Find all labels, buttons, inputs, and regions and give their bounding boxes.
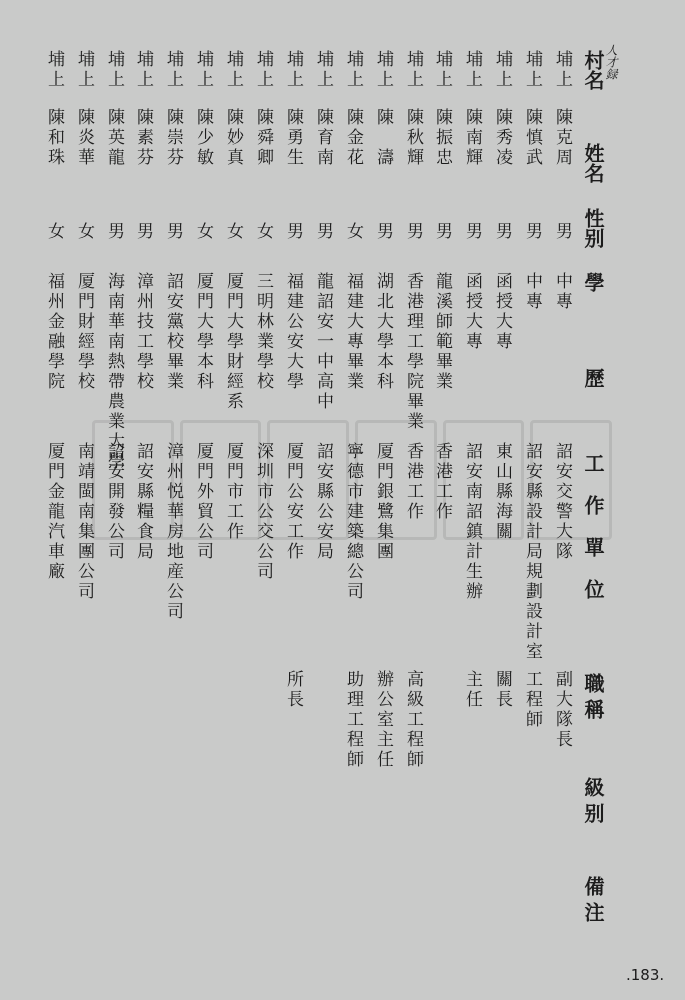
cell-title: 助理工程師 [343, 670, 363, 770]
cell-village: 埔上 [223, 50, 243, 90]
cell-education: 詔安黨校畢業 [163, 272, 183, 392]
cell-education: 福州金融學院 [44, 272, 64, 392]
cell-name: 陳育南 [313, 108, 333, 168]
cell-village: 埔上 [403, 50, 423, 90]
cell-village: 埔上 [432, 50, 452, 90]
cell-name: 陳英龍 [104, 108, 124, 168]
cell-name: 陳秋輝 [403, 108, 423, 168]
cell-name: 陳少敏 [193, 108, 213, 168]
cell-education: 香港理工學院畢業 [403, 272, 423, 432]
cell-workplace: 詔安交警大隊 [552, 442, 572, 562]
header-village: 村名 [581, 50, 605, 90]
cell-workplace: 漳州悦華房地産公司 [163, 442, 183, 622]
cell-name: 陳勇生 [283, 108, 303, 168]
cell-name: 陳振忠 [432, 108, 452, 168]
header-rank: 級别 [581, 777, 605, 829]
cell-education: 龍溪師範畢業 [432, 272, 452, 392]
cell-education: 福建大專畢業 [343, 272, 363, 392]
cell-workplace: 詔安縣糧食局 [133, 442, 153, 562]
cell-workplace: 厦門金龍汽車廠 [44, 442, 64, 582]
cell-education: 厦門大學本科 [193, 272, 213, 392]
cell-sex: 女 [193, 222, 213, 242]
cell-village: 埔上 [313, 50, 333, 90]
cell-village: 埔上 [522, 50, 542, 90]
cell-education: 厦門財經學校 [74, 272, 94, 392]
cell-village: 埔上 [492, 50, 512, 90]
cell-name: 陳妙真 [223, 108, 243, 168]
cell-sex: 男 [403, 222, 423, 242]
corner-label: 人才録 [604, 44, 618, 80]
cell-village: 埔上 [163, 50, 183, 90]
cell-sex: 男 [432, 222, 452, 242]
cell-sex: 男 [492, 222, 512, 242]
header-education: 學 歷 [581, 272, 605, 416]
cell-village: 埔上 [373, 50, 393, 90]
cell-name: 陳炎華 [74, 108, 94, 168]
cell-village: 埔上 [253, 50, 273, 90]
cell-village: 埔上 [104, 50, 124, 90]
cell-village: 埔上 [74, 50, 94, 90]
cell-sex: 女 [74, 222, 94, 242]
cell-workplace: 厦門市工作 [223, 442, 243, 542]
cell-workplace: 厦門外貿公司 [193, 442, 213, 562]
cell-workplace: 南靖閩南集團公司 [74, 442, 94, 602]
cell-name: 陳秀凌 [492, 108, 512, 168]
cell-village: 埔上 [133, 50, 153, 90]
cell-education: 海南華南熱帶農業大學 [104, 272, 124, 472]
cell-village: 埔上 [44, 50, 64, 90]
cell-name: 陳克周 [552, 108, 572, 168]
cell-sex: 男 [552, 222, 572, 242]
cell-name: 陳素芬 [133, 108, 153, 168]
cell-village: 埔上 [193, 50, 213, 90]
cell-education: 福建公安大學 [283, 272, 303, 392]
cell-village: 埔上 [343, 50, 363, 90]
cell-name: 陳和珠 [44, 108, 64, 168]
cell-education: 函授大專 [492, 272, 512, 352]
cell-title: 所長 [283, 670, 303, 710]
cell-title: 關長 [492, 670, 512, 710]
cell-sex: 男 [313, 222, 333, 242]
header-sex: 性别 [581, 208, 605, 248]
cell-workplace: 厦門銀鷺集團 [373, 442, 393, 562]
cell-name: 陳南輝 [462, 108, 482, 168]
cell-workplace: 香港工作 [403, 442, 423, 522]
header-note: 備注 [581, 876, 605, 928]
cell-name: 陳慎武 [522, 108, 542, 168]
cell-sex: 男 [522, 222, 542, 242]
cell-sex: 男 [373, 222, 393, 242]
cell-sex: 男 [163, 222, 183, 242]
cell-sex: 女 [223, 222, 243, 242]
cell-education: 中專 [522, 272, 542, 312]
cell-education: 湖北大學本科 [373, 272, 393, 392]
header-title: 職稱 [581, 673, 605, 725]
cell-sex: 男 [104, 222, 124, 242]
cell-workplace: 香港工作 [432, 442, 452, 522]
cell-workplace: 詔安縣公安局 [313, 442, 333, 562]
cell-title: 副大隊長 [552, 670, 572, 750]
cell-title: 辦公室主任 [373, 670, 393, 770]
cell-education: 中專 [552, 272, 572, 312]
cell-sex: 男 [462, 222, 482, 242]
cell-village: 埔上 [283, 50, 303, 90]
cell-workplace: 寧德市建築總公司 [343, 442, 363, 602]
cell-name: 陳 濤 [373, 108, 393, 168]
cell-workplace: 詔安開發公司 [104, 442, 124, 562]
cell-sex: 女 [343, 222, 363, 242]
cell-workplace: 詔安南詔鎮計生辦 [462, 442, 482, 602]
cell-name: 陳金花 [343, 108, 363, 168]
cell-sex: 女 [253, 222, 273, 242]
header-name: 姓名 [581, 143, 605, 183]
header-workplace: 工作單位 [581, 453, 605, 621]
cell-education: 龍詔安一中高中 [313, 272, 333, 412]
cell-sex: 男 [283, 222, 303, 242]
cell-sex: 男 [133, 222, 153, 242]
cell-title: 高級工程師 [403, 670, 423, 770]
cell-education: 漳州技工學校 [133, 272, 153, 392]
cell-workplace: 深圳市公交公司 [253, 442, 273, 582]
cell-education: 三明林業學校 [253, 272, 273, 392]
cell-workplace: 詔安縣設計局規劃設計室 [522, 442, 542, 662]
cell-title: 工程師 [522, 670, 542, 730]
cell-sex: 女 [44, 222, 64, 242]
cell-title: 主任 [462, 670, 482, 710]
cell-workplace: 厦門公安工作 [283, 442, 303, 562]
cell-name: 陳舜卿 [253, 108, 273, 168]
page-number: .183. [626, 966, 665, 984]
cell-village: 埔上 [462, 50, 482, 90]
cell-education: 厦門大學財經系 [223, 272, 243, 412]
cell-name: 陳崇芬 [163, 108, 183, 168]
cell-workplace: 東山縣海關 [492, 442, 512, 542]
cell-village: 埔上 [552, 50, 572, 90]
cell-education: 函授大專 [462, 272, 482, 352]
